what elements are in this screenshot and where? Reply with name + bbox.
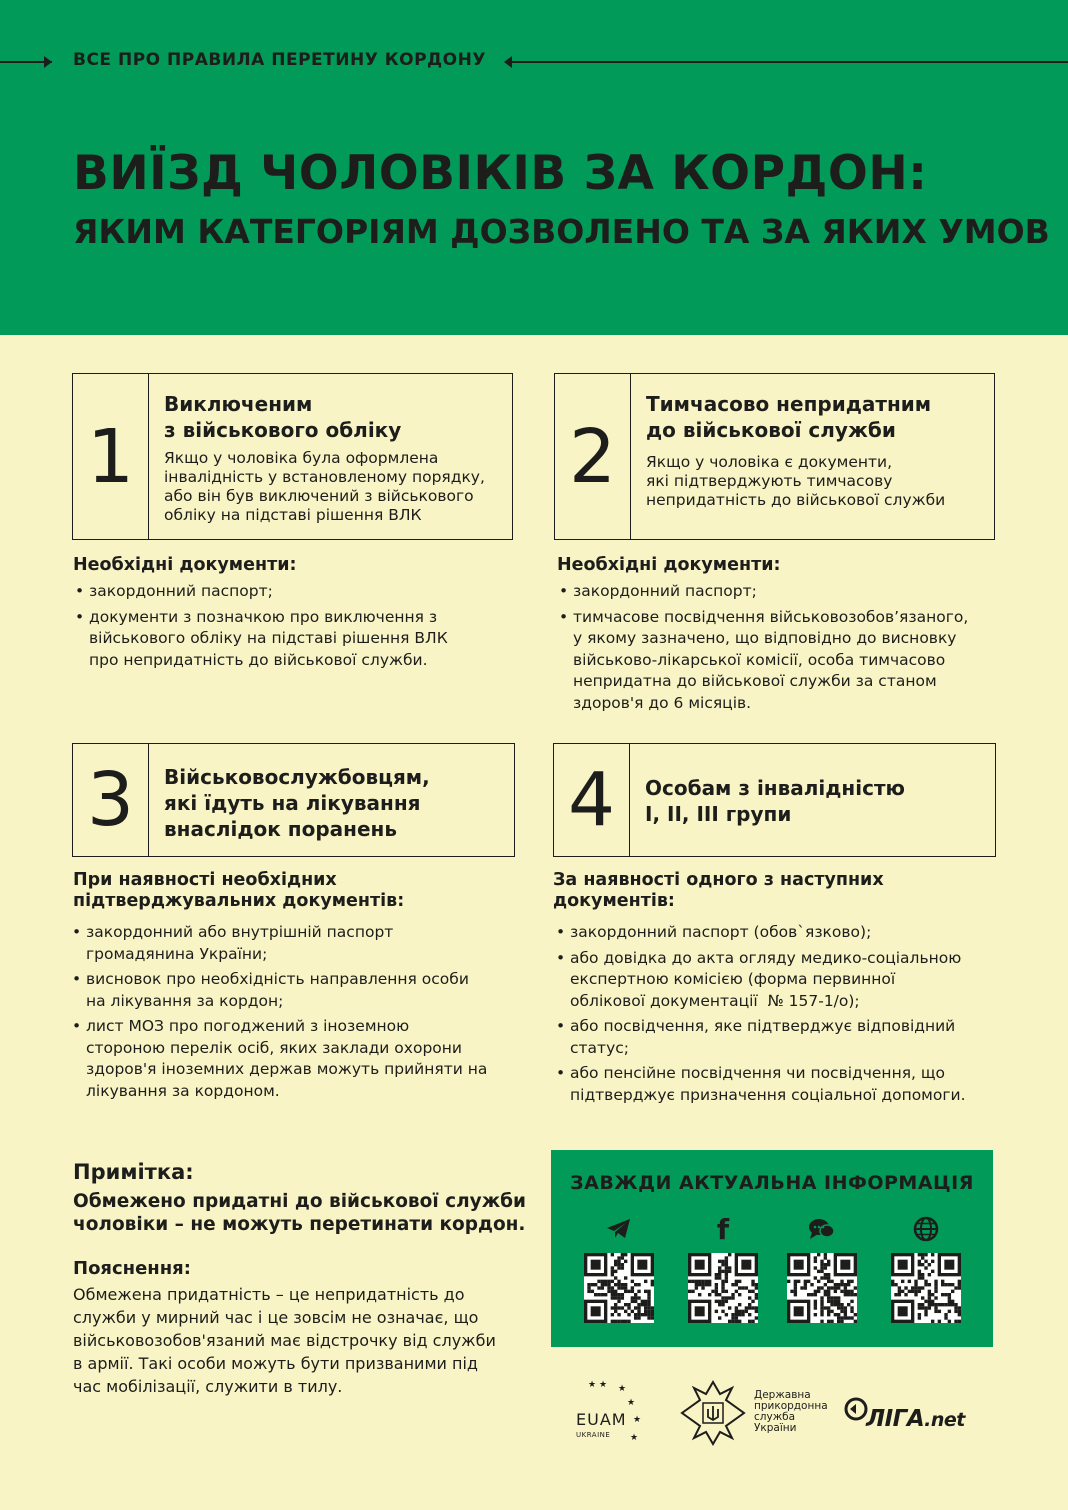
list-item: • або довідка до акта огляду медико-соціальною експертною комісією (форма первинної облікової документації № 157-1/о); [554,948,966,1013]
note-heading: Примітка: [73,1160,194,1184]
explanation-text: Обмежена придатність – це непридатність до служби у мирний час і це зовсім не означає, що військовозобов'язаний має відстрочку від служби в армії. Такі особи можуть бути призваними під час мобілізації, служити в тилу. [73,1285,496,1396]
category-description: Якщо у чоловіка є документи, які підтверджують тимчасову непридатність до військової служби [646,453,946,509]
list-item: • або посвідчення, яке підтверджує відповідний статус; [554,1016,966,1059]
category-title: Військовослужбовцям, які їдуть на лікування внаслідок поранень [164,765,430,841]
page-title: ВИЇЗД ЧОЛОВІКІВ ЗА КОРДОН: [73,146,928,201]
info-box [551,1150,993,1347]
svg-text:★: ★ [630,1433,639,1443]
page-subtitle: ЯКИМ КАТЕГОРІЯМ ДОЗВОЛЕНО ТА ЗА ЯКИХ УМОВ [73,212,1050,251]
category-number: 1 [73,374,149,539]
docs-list-4 [554,922,966,1110]
list-item: • закордонний паспорт (обов`язково); [554,922,966,944]
category-card-2 [554,373,995,540]
qr-code-chat[interactable] [787,1253,857,1323]
facebook-glyph: f [716,1212,730,1246]
docs-heading-2: Необхідні документи: [557,555,781,575]
info-box-title: ЗАВЖДИ АКТУАЛЬНА ІНФОРМАЦІЯ [570,1172,974,1194]
category-description: Якщо у чоловіка була оформлена інвалідність у встановленому порядку, або він був виключений з військового обліку на підставі рішення ВЛК [164,449,485,524]
list-item: • документи з позначкою про виключення з військового обліку на підставі рішення ВЛК про непридатність до військової служби. [73,607,448,672]
docs-list-3 [70,922,487,1106]
border-guard-logo-text: Державна прикордонна служба України [754,1389,828,1434]
note-text: Обмежено придатні до військової служби чоловіки – не можуть перетинати кордон. [73,1191,526,1235]
category-number: 2 [555,374,631,539]
category-number: 4 [554,744,630,856]
svg-text:★: ★ [618,1384,627,1394]
qr-code-website[interactable] [891,1253,961,1323]
svg-text:★: ★ [627,1398,636,1408]
category-title: Виключеним з військового обліку [164,392,402,442]
list-item: • закордонний паспорт; [73,581,448,603]
list-item: • висновок про необхідність направлення особи на лікування за кордон; [70,969,487,1012]
list-item: • лист МОЗ про погоджений з іноземною стороною перелік осіб, яких заклади охорони здоров'я іноземних держав можуть прийняти на лікування за кордоном. [70,1016,487,1102]
svg-text:★: ★ [588,1380,597,1390]
list-item: • тимчасове посвідчення військовозобов’язаного, у якому зазначено, що відповідно до висновку військово-лікарської комісії, особа тимчасово непридатна до військової служби за станом здоров'я до 6 місяців. [557,607,968,715]
category-card-1 [72,373,513,540]
docs-list-2 [557,581,968,718]
liga-logo-suffix: .net [924,1409,965,1431]
euam-logo-subtext: UKRAINE [576,1431,611,1439]
globe-icon[interactable] [891,1214,961,1244]
category-card-3 [72,743,515,857]
kicker-text: ВСЕ ПРО ПРАВИЛА ПЕРЕТИНУ КОРДОНУ [73,50,486,70]
facebook-icon[interactable] [688,1214,758,1244]
chat-icon[interactable] [787,1214,857,1244]
list-item: • закордонний або внутрішній паспорт громадянина України; [70,922,487,965]
docs-heading-3: При наявності необхідних підтверджувальних документів: [73,870,405,911]
category-title: Особам з інвалідністю I, II, III групи [645,776,905,826]
qr-code-facebook[interactable] [688,1253,758,1323]
arrow-right-icon [44,56,52,68]
header-banner [0,0,1068,335]
docs-heading-1: Необхідні документи: [73,555,297,575]
svg-text:★: ★ [633,1415,642,1425]
category-card-4 [553,743,996,857]
telegram-icon[interactable] [584,1214,654,1244]
euam-logo-text: EUAM [576,1410,627,1429]
liga-logo-text [866,1406,965,1432]
liga-logo-main: ЛІГА [866,1406,925,1432]
docs-heading-4: За наявності одного з наступних документів: [553,870,884,911]
kicker-line-right [510,61,1068,63]
list-item: • або пенсійне посвідчення чи посвідчення, що підтверджує призначення соціальної допомоги. [554,1063,966,1106]
docs-list-1 [73,581,448,675]
category-number: 3 [73,744,149,856]
svg-text:★: ★ [599,1380,608,1390]
border-guard-emblem-icon [680,1380,746,1446]
category-title: Тимчасово непридатним до військової служби [646,392,932,442]
list-item: • закордонний паспорт; [557,581,968,603]
explanation-heading: Пояснення: [73,1258,191,1279]
qr-code-telegram[interactable] [584,1253,654,1323]
